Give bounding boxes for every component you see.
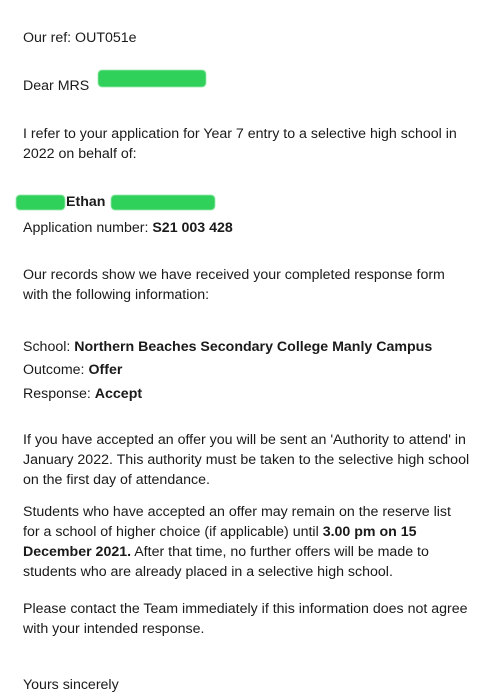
salutation-text: Dear MRS [23, 78, 90, 94]
response-label: Response: [23, 386, 95, 402]
records-paragraph: Our records show we have received your completed response form with the following information: [23, 267, 445, 303]
redaction-mark [16, 195, 65, 210]
school-label: School: [23, 339, 75, 355]
contact-paragraph: Please contact the Team immediately if this information does not agree with your intended response. [23, 601, 468, 637]
response-line [23, 384, 142, 404]
school-value: Northern Beaches Secondary College Manly Campus [74, 339, 433, 355]
application-number: S21 003 428 [152, 220, 233, 236]
school-line [23, 337, 432, 357]
response-value: Accept [94, 386, 143, 402]
intro-paragraph: I refer to your application for Year 7 entry to a selective high school in 2022 on behalf of: [23, 126, 457, 162]
redaction-mark [98, 70, 206, 87]
authority-paragraph: If you have accepted an offer you will be sent an 'Authority to attend' in January 2022. This authority must be taken to the selective high school on the first day of attendance. [23, 432, 470, 488]
outcome-line [23, 360, 122, 380]
redaction-mark [111, 195, 215, 210]
application-number-label: Application number: [23, 220, 153, 236]
student-name: Ethan [66, 194, 106, 210]
reference-line: Our ref: OUT051e [23, 30, 137, 46]
outcome-label: Outcome: [23, 362, 89, 378]
reserve-text-start: Students who have accepted an offer may remain on the reserve list for a school of higher choice (if applicable) until [23, 504, 451, 540]
reserve-deadline: 3.00 pm on 15 December 2021. [23, 524, 417, 560]
outcome-value: Offer [88, 362, 123, 378]
reserve-paragraph [23, 502, 471, 582]
reserve-text-end: After that time, no further offers will be made to students who are already placed in a selective high school. [23, 544, 429, 580]
salutation [23, 76, 89, 96]
application-number-line [23, 218, 233, 238]
closing: Yours sincerely [23, 677, 119, 693]
